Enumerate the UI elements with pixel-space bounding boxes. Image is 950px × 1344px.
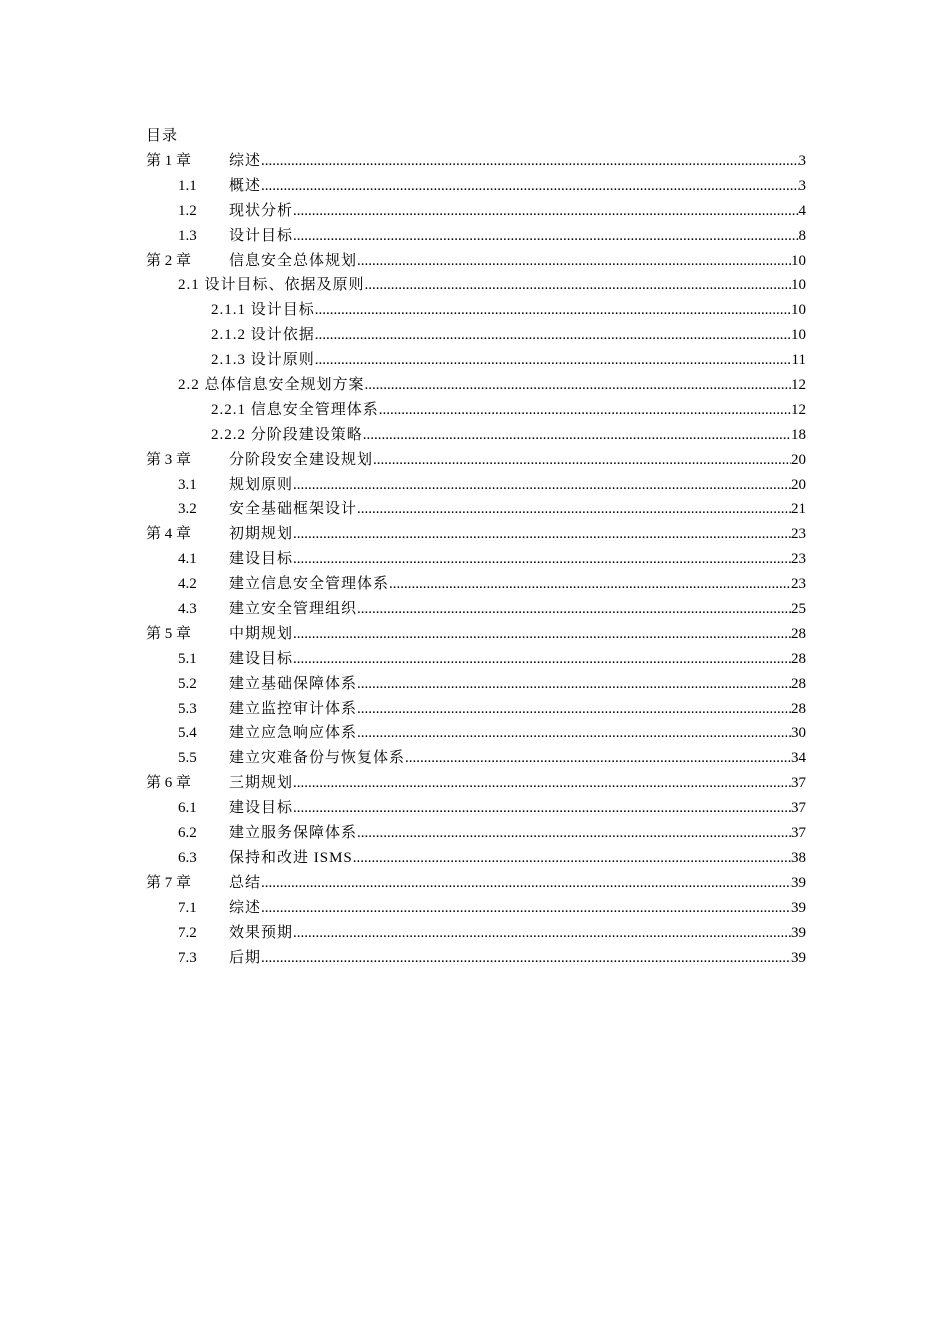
toc-entry[interactable] [0, 747, 950, 772]
toc-entry[interactable] [0, 250, 950, 275]
toc-entry[interactable] [0, 623, 950, 648]
toc-heading: 目录 [146, 128, 179, 144]
toc-entry-title: 现状分析 [229, 202, 294, 219]
toc-entry-title: 2.2 总体信息安全规划方案 [178, 377, 365, 394]
toc-entry[interactable] [0, 548, 950, 573]
toc-entry-number: 第 2 章 [146, 252, 192, 269]
toc-entry-number: 5.2 [178, 675, 197, 692]
toc-dot-leader [261, 872, 791, 894]
toc-entry-number: 第 1 章 [146, 153, 192, 169]
toc-entry-page-number: 28 [791, 675, 806, 692]
toc-dot-leader [357, 673, 791, 695]
toc-dot-leader [261, 947, 791, 969]
toc-entry-leader-line [229, 698, 806, 720]
toc-entry[interactable] [0, 847, 950, 872]
toc-entry-leader-line [229, 523, 806, 545]
toc-entry[interactable] [0, 474, 950, 499]
toc-entry[interactable] [0, 897, 950, 922]
toc-list [0, 150, 950, 971]
toc-entry[interactable] [0, 200, 950, 225]
toc-entry-title: 效果预期 [229, 924, 294, 941]
toc-dot-leader [293, 548, 791, 570]
toc-entry-page-number: 38 [791, 849, 806, 866]
toc-entry-title: 2.1 设计目标、依据及原则 [178, 277, 365, 294]
toc-dot-leader [293, 797, 791, 819]
toc-entry-title: 设计目标 [229, 227, 294, 244]
toc-dot-leader [293, 922, 791, 944]
toc-entry-leader-line [211, 349, 806, 371]
toc-entry-title: 建设目标 [229, 551, 294, 568]
toc-dot-leader [373, 449, 791, 471]
toc-entry-title: 建立监控审计体系 [229, 700, 358, 717]
toc-entry[interactable] [0, 722, 950, 747]
toc-entry-page-number: 20 [791, 476, 806, 493]
toc-dot-leader [261, 175, 798, 197]
toc-entry-title: 综述 [229, 899, 262, 916]
toc-entry-number: 7.2 [178, 924, 197, 941]
toc-entry-number: 第 5 章 [146, 625, 192, 642]
toc-entry-page-number: 39 [791, 949, 806, 966]
toc-entry[interactable] [0, 150, 950, 175]
toc-entry-page-number: 28 [791, 700, 806, 717]
toc-entry-leader-line [229, 797, 806, 819]
toc-entry[interactable] [0, 175, 950, 200]
toc-entry-page-number: 21 [791, 501, 806, 518]
toc-entry-page-number: 10 [791, 252, 806, 269]
toc-dot-leader [315, 349, 792, 371]
toc-entry-title: 2.1.2 设计依据 [211, 327, 315, 344]
toc-entry-page-number: 3 [798, 177, 806, 194]
toc-entry-leader-line [229, 648, 806, 670]
toc-entry[interactable] [0, 274, 950, 299]
toc-entry-page-number: 10 [791, 302, 806, 319]
toc-dot-leader [365, 274, 791, 296]
toc-entry-number: 第 3 章 [146, 451, 192, 468]
toc-entry-page-number: 37 [791, 825, 806, 842]
toc-entry-number: 5.3 [178, 700, 197, 717]
toc-entry[interactable] [0, 698, 950, 723]
toc-entry-number: 3.2 [178, 501, 197, 518]
toc-entry-leader-line [229, 722, 806, 744]
toc-entry-title: 建立服务保障体系 [229, 825, 358, 842]
toc-entry-leader-line [229, 548, 806, 570]
toc-entry[interactable] [0, 449, 950, 474]
toc-entry-title: 规划原则 [229, 476, 294, 493]
toc-entry-page-number: 30 [791, 725, 806, 742]
toc-entry-leader-line [211, 424, 806, 446]
toc-entry-number: 6.1 [178, 800, 197, 817]
toc-entry-title: 建设目标 [229, 650, 294, 667]
toc-dot-leader [357, 698, 791, 720]
toc-entry-number: 5.5 [178, 750, 197, 767]
toc-entry-number: 4.3 [178, 601, 197, 618]
toc-entry[interactable] [0, 648, 950, 673]
toc-entry-title: 建立信息安全管理体系 [229, 576, 390, 593]
toc-dot-leader [293, 523, 791, 545]
toc-entry-leader-line [229, 673, 806, 695]
toc-entry-number: 7.1 [178, 899, 197, 916]
toc-entry-title: 初期规划 [229, 526, 294, 543]
toc-entry-number: 6.2 [178, 825, 197, 842]
toc-dot-leader [363, 424, 791, 446]
toc-entry-page-number: 11 [791, 352, 806, 369]
toc-entry-page-number: 23 [791, 526, 806, 543]
toc-entry-title: 建立应急响应体系 [229, 725, 358, 742]
toc-entry-leader-line [229, 225, 806, 247]
toc-entry-page-number: 20 [791, 451, 806, 468]
toc-entry-page-number: 12 [791, 401, 806, 418]
toc-entry-title: 2.1.3 设计原则 [211, 352, 315, 369]
toc-entry-number: 4.1 [178, 551, 197, 568]
toc-entry-leader-line [229, 250, 806, 272]
toc-entry-number: 1.3 [178, 227, 197, 244]
toc-entry-title: 建立灾难备份与恢复体系 [229, 750, 406, 767]
toc-entry-leader-line [178, 374, 806, 396]
toc-entry-number: 7.3 [178, 949, 197, 966]
toc-entry[interactable] [0, 922, 950, 947]
toc-entry-page-number: 12 [791, 377, 806, 394]
toc-entry[interactable] [0, 299, 950, 324]
toc-dot-leader [357, 250, 791, 272]
toc-entry[interactable] [0, 225, 950, 250]
toc-dot-leader [379, 399, 791, 421]
toc-entry-number: 第 7 章 [146, 874, 192, 891]
toc-entry-title: 保持和改进 ISMS [229, 849, 353, 866]
toc-entry[interactable] [0, 349, 950, 374]
toc-entry-page-number: 3 [798, 153, 806, 169]
toc-dot-leader [261, 897, 791, 919]
toc-entry[interactable] [0, 797, 950, 822]
toc-entry-title: 分阶段安全建设规划 [229, 451, 374, 468]
toc-entry[interactable] [0, 523, 950, 548]
toc-entry-title: 后期 [229, 949, 262, 966]
toc-entry-leader-line [229, 922, 806, 944]
toc-dot-leader [365, 374, 791, 396]
toc-entry-leader-line [229, 747, 806, 769]
toc-entry-page-number: 39 [791, 924, 806, 941]
toc-entry[interactable] [0, 399, 950, 424]
toc-entry-number: 第 4 章 [146, 526, 192, 543]
toc-dot-leader [357, 498, 791, 520]
toc-entry[interactable] [0, 872, 950, 897]
toc-entry-number: 5.1 [178, 650, 197, 667]
toc-entry[interactable] [0, 673, 950, 698]
toc-entry-leader-line [229, 200, 806, 222]
toc-dot-leader [293, 225, 798, 247]
toc-dot-leader [357, 598, 791, 620]
toc-entry-leader-line [211, 299, 806, 321]
toc-entry-page-number: 10 [791, 277, 806, 294]
toc-entry-page-number: 4 [798, 202, 806, 219]
toc-entry-leader-line [229, 598, 806, 620]
toc-dot-leader [293, 772, 791, 794]
toc-dot-leader [389, 573, 791, 595]
toc-dot-leader [293, 474, 791, 496]
toc-entry-title: 中期规划 [229, 625, 294, 642]
toc-dot-leader [261, 150, 798, 172]
toc-entry-page-number: 37 [791, 800, 806, 817]
toc-entry-leader-line [229, 449, 806, 471]
toc-entry-page-number: 34 [791, 750, 806, 767]
toc-entry-leader-line [229, 897, 806, 919]
toc-entry-leader-line [229, 175, 806, 197]
toc-entry-number: 1.2 [178, 202, 197, 219]
toc-entry-title: 三期规划 [229, 775, 294, 792]
toc-dot-leader [315, 324, 791, 346]
toc-entry-leader-line [229, 872, 806, 894]
toc-entry-number: 第 6 章 [146, 775, 192, 792]
toc-dot-leader [315, 299, 791, 321]
toc-entry-title: 2.1.1 设计目标 [211, 302, 315, 319]
toc-entry-title: 建设目标 [229, 800, 294, 817]
toc-dot-leader [293, 623, 791, 645]
toc-entry-page-number: 23 [791, 576, 806, 593]
toc-entry-page-number: 39 [791, 874, 806, 891]
toc-dot-leader [357, 722, 791, 744]
toc-entry-leader-line [229, 847, 806, 869]
toc-entry-leader-line [229, 474, 806, 496]
toc-entry-page-number: 25 [791, 601, 806, 618]
toc-entry-number: 1.1 [178, 177, 197, 194]
toc-entry-leader-line [229, 772, 806, 794]
toc-entry-number: 5.4 [178, 725, 197, 742]
toc-entry-number: 6.3 [178, 849, 197, 866]
toc-entry[interactable] [0, 772, 950, 797]
toc-entry-leader-line [211, 324, 806, 346]
toc-entry-number: 4.2 [178, 576, 197, 593]
toc-entry-title: 概述 [229, 177, 262, 194]
toc-dot-leader [353, 847, 791, 869]
toc-entry-leader-line [229, 150, 806, 172]
toc-entry-title: 建立基础保障体系 [229, 675, 358, 692]
toc-entry-page-number: 39 [791, 899, 806, 916]
toc-entry-title: 建立安全管理组织 [229, 601, 358, 618]
toc-entry[interactable] [0, 324, 950, 349]
toc-entry[interactable] [0, 424, 950, 449]
toc-entry-page-number: 10 [791, 327, 806, 344]
toc-dot-leader [293, 648, 791, 670]
toc-entry-title: 总结 [229, 874, 262, 891]
toc-dot-leader [293, 200, 798, 222]
toc-entry-leader-line [229, 623, 806, 645]
toc-entry-leader-line [229, 947, 806, 969]
toc-entry-title: 安全基础框架设计 [229, 501, 358, 518]
toc-entry-page-number: 18 [791, 426, 806, 443]
toc-entry-page-number: 37 [791, 775, 806, 792]
toc-entry[interactable] [0, 947, 950, 972]
toc-entry-number: 3.1 [178, 476, 197, 493]
toc-dot-leader [357, 822, 791, 844]
toc-entry-leader-line [211, 399, 806, 421]
toc-entry[interactable] [0, 573, 950, 598]
toc-entry-leader-line [229, 822, 806, 844]
toc-entry-page-number: 23 [791, 551, 806, 568]
toc-entry[interactable] [0, 498, 950, 523]
toc-entry[interactable] [0, 822, 950, 847]
toc-entry-page-number: 8 [798, 227, 806, 244]
toc-entry[interactable] [0, 374, 950, 399]
toc-entry-title: 综述 [229, 153, 262, 169]
toc-entry-title: 2.2.1 信息安全管理体系 [211, 401, 379, 418]
toc-entry-leader-line [178, 274, 806, 296]
toc-entry-page-number: 28 [791, 625, 806, 642]
toc-entry-leader-line [229, 573, 806, 595]
toc-entry-page-number: 28 [791, 650, 806, 667]
toc-entry-title: 信息安全总体规划 [229, 252, 358, 269]
toc-entry-title: 2.2.2 分阶段建设策略 [211, 426, 363, 443]
toc-entry-leader-line [229, 498, 806, 520]
toc-dot-leader [405, 747, 791, 769]
toc-entry[interactable] [0, 598, 950, 623]
